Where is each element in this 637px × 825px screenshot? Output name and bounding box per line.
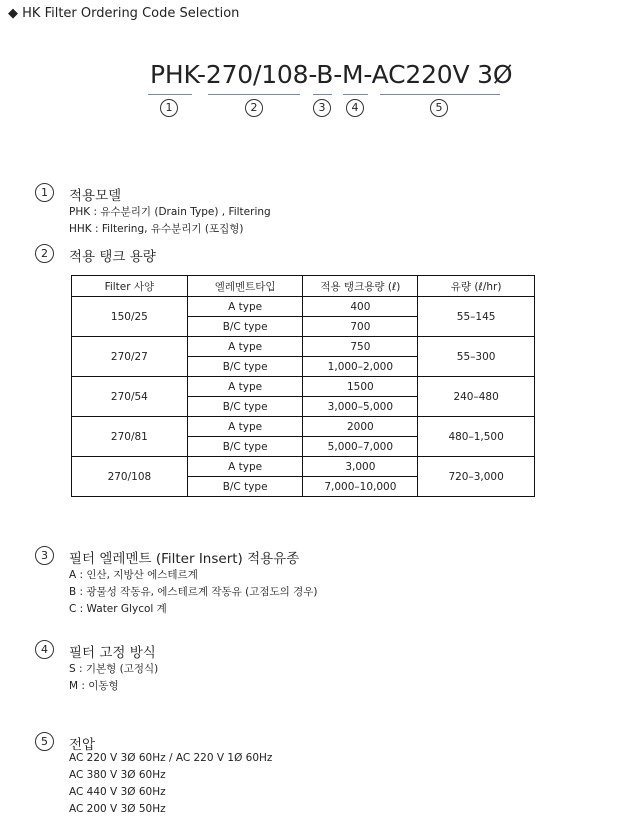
cell-capacity: 700 xyxy=(303,317,418,337)
section-3-line: B : 광물성 작동유, 에스테르계 작동유 (고점도의 경우) xyxy=(69,586,318,598)
cell-capacity: 1,000–2,000 xyxy=(303,357,418,377)
section-5-title: 전압 xyxy=(69,737,96,753)
cell-capacity: 3,000 xyxy=(303,457,418,477)
table-row xyxy=(72,417,535,437)
cell-element-type: B/C type xyxy=(187,357,303,377)
cell-capacity: 5,000–7,000 xyxy=(303,437,418,457)
section-5-line: AC 380 V 3Ø 60Hz xyxy=(69,769,166,781)
section-3-line: C : Water Glycol 계 xyxy=(69,603,167,615)
table-row xyxy=(72,297,535,317)
cell-element-type: A type xyxy=(187,457,303,477)
code-underline-1 xyxy=(148,94,192,95)
cell-capacity: 750 xyxy=(303,337,418,357)
code-underline-3 xyxy=(313,94,332,95)
cell-filter-spec: 270/108 xyxy=(72,457,188,497)
section-5-number: 5 xyxy=(35,732,54,751)
section-1-number: 1 xyxy=(35,183,54,202)
cell-flow: 240–480 xyxy=(418,377,535,417)
cell-element-type: B/C type xyxy=(187,397,303,417)
section-4-line: S : 기본형 (고정식) xyxy=(69,663,159,675)
table-row xyxy=(72,337,535,357)
cell-element-type: A type xyxy=(187,337,303,357)
cell-filter-spec: 270/54 xyxy=(72,377,188,417)
order-code: PHK-270/108-B-M-AC220V 3Ø xyxy=(150,60,513,89)
cell-element-type: A type xyxy=(187,297,303,317)
code-underline-4 xyxy=(343,94,368,95)
cell-filter-spec: 270/27 xyxy=(72,337,188,377)
code-underline-2 xyxy=(208,94,300,95)
section-1-line: PHK : 유수분리기 (Drain Type) , Filtering xyxy=(69,206,271,218)
code-marker-5: 5 xyxy=(430,99,448,117)
cell-flow: 55–145 xyxy=(418,297,535,337)
header-tank-capacity: 적용 탱크용량 (ℓ) xyxy=(303,276,418,297)
table-row xyxy=(72,377,535,397)
cell-filter-spec: 270/81 xyxy=(72,417,188,457)
cell-filter-spec: 150/25 xyxy=(72,297,188,337)
section-1-line: HHK : Filtering, 유수분리기 (포집형) xyxy=(69,223,244,235)
section-5-line: AC 200 V 3Ø 50Hz xyxy=(69,803,166,815)
section-4-line: M : 이동형 xyxy=(69,680,119,692)
section-5-line: AC 440 V 3Ø 60Hz xyxy=(69,786,166,798)
code-marker-2: 2 xyxy=(245,99,263,117)
cell-element-type: B/C type xyxy=(187,437,303,457)
cell-capacity: 2000 xyxy=(303,417,418,437)
section-3-number: 3 xyxy=(35,546,54,565)
cell-capacity: 7,000–10,000 xyxy=(303,477,418,497)
code-marker-3: 3 xyxy=(313,99,331,117)
table-row xyxy=(72,457,535,477)
section-3-title: 필터 엘레멘트 (Filter Insert) 적용유종 xyxy=(69,551,300,567)
cell-capacity: 3,000–5,000 xyxy=(303,397,418,417)
section-2-number: 2 xyxy=(35,244,54,263)
header-element-type: 엘레멘트타입 xyxy=(187,276,303,297)
page-heading: ◆ HK Filter Ordering Code Selection xyxy=(8,6,240,21)
cell-element-type: B/C type xyxy=(187,317,303,337)
section-5-line: AC 220 V 3Ø 60Hz / AC 220 V 1Ø 60Hz xyxy=(69,752,273,764)
header-filter-spec: Filter 사양 xyxy=(72,276,188,297)
section-4-title: 필터 고정 방식 xyxy=(69,645,156,661)
tank-capacity-table xyxy=(71,275,535,497)
cell-flow: 480–1,500 xyxy=(418,417,535,457)
section-3-line: A : 인산, 지방산 에스테르계 xyxy=(69,569,198,581)
cell-capacity: 400 xyxy=(303,297,418,317)
table-header-row xyxy=(72,276,535,297)
section-2-title: 적용 탱크 용량 xyxy=(69,249,156,265)
cell-element-type: B/C type xyxy=(187,477,303,497)
header-flow: 유량 (ℓ/hr) xyxy=(418,276,535,297)
cell-flow: 720–3,000 xyxy=(418,457,535,497)
cell-flow: 55–300 xyxy=(418,337,535,377)
code-underline-5 xyxy=(380,94,500,95)
code-marker-1: 1 xyxy=(160,99,178,117)
section-4-number: 4 xyxy=(35,640,54,659)
section-1-title: 적용모델 xyxy=(69,188,122,204)
cell-element-type: A type xyxy=(187,417,303,437)
code-marker-4: 4 xyxy=(346,99,364,117)
cell-element-type: A type xyxy=(187,377,303,397)
cell-capacity: 1500 xyxy=(303,377,418,397)
